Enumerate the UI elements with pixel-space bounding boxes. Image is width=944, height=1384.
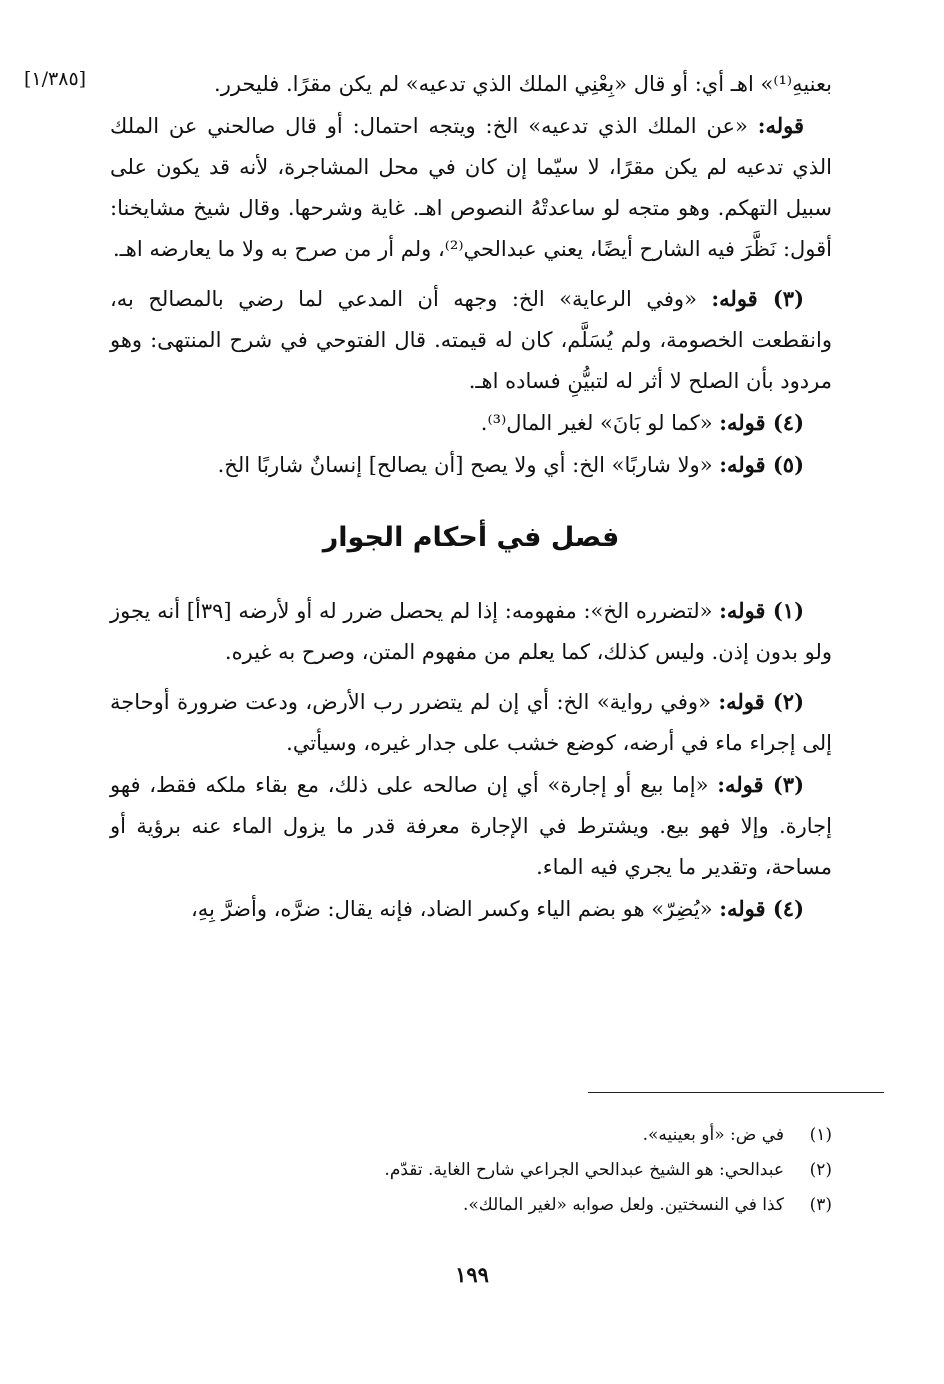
footnote-item	[112, 1118, 832, 1153]
keyword-qawluhu: قوله:	[719, 452, 773, 477]
footnote-item	[112, 1153, 832, 1188]
item-number: (٣)	[772, 286, 804, 311]
paragraph-text: «لتضرره الخ»: مفهومه: إذا لم يحصل ضرر له أو لأرضه [٣٩أ] أنه يجوز ولو بدون إذن. وليس كذلك، كما يعلم من مفهوم المتن، وصرح به غيره.	[110, 599, 832, 664]
footnote-number: (١)	[809, 1125, 832, 1145]
keyword-qawluhu: قوله:	[719, 598, 773, 623]
paragraph-text: «عن الملك الذي تدعيه» الخ: ويتجه احتمال: أو قال صالحني عن الملك الذي تدعيه لم يكن مقرًا، لا سيّما إن كان في محل المشاجرة، لأنه قد يكون على سبيل التهكم. وهو متجه لو ساعدتْهُ النصوص اهـ. غاية وشرحها. وقال شيخ مشايخنا: أقول: نَظَّرَ فيه الشارح أيضًا، يعني عبدالحي⁽²⁾، ولم أر من صرح به ولا ما يعارضه اهـ.	[110, 114, 832, 261]
item-number: (٣)	[772, 772, 805, 797]
paragraph-section-item-2	[110, 681, 832, 764]
item-number: (١)	[772, 598, 804, 623]
keyword-qawluhu: قوله:	[718, 689, 773, 714]
paragraph-text: «وفي رواية» الخ: أي إن لم يتضرر رب الأرض، ودعت ضرورة أوحاجة إلى إجراء ماء في أرضه، كوضع خشب على جدار غيره، وسيأتي.	[110, 690, 832, 755]
margin-reference: [١/٣٨٥]	[24, 68, 87, 90]
page-number: ١٩٩	[455, 1262, 489, 1287]
footnotes	[112, 1118, 832, 1223]
item-number: (٤)	[772, 896, 804, 921]
paragraph-section-item-4	[110, 888, 832, 930]
item-number: (٥)	[772, 452, 804, 477]
paragraph-text: «إما بيع أو إجارة» أي إن صالحه على ذلك، مع بقاء ملكه فقط، فهو إجارة. وإلا فهو بيع. ويشترط في الإجارة معرفة قدر ما يزول الماء عنه برؤية أو مساحة، وتقدير ما يجري فيه الماء.	[110, 773, 832, 879]
footnote-number: (٢)	[809, 1160, 832, 1180]
paragraph-text: «يُضِرّ» هو بضم الياء وكسر الضاد، فإنه يقال: ضرَّه، وأضرَّ بِهِ،	[191, 897, 720, 921]
footnote-text: عبدالحي: هو الشيخ عبدالحي الجراعي شارح الغاية. تقدّم.	[384, 1160, 784, 1180]
keyword-qawluhu: قوله:	[719, 410, 773, 435]
item-number: (٤)	[772, 410, 804, 435]
keyword-qawluhu: قوله:	[717, 772, 773, 797]
footnote-item	[112, 1188, 832, 1223]
paragraph-item-5	[110, 444, 832, 486]
paragraph-section-item-1	[110, 590, 832, 673]
main-text	[110, 64, 832, 930]
keyword-qawluhu: قوله:	[757, 113, 804, 138]
footnote-separator	[588, 1092, 884, 1093]
paragraph-item-3	[110, 278, 832, 402]
footnote-number: (٣)	[809, 1195, 832, 1215]
paragraph-text: «وفي الرعاية» الخ: وجهه أن المدعي لما رضي بالمصالح به، وانقطعت الخصومة، ولم يُسَلَّم، كان له قيمته. قال الفتوحي في شرح المنتهى: وهو مردود بأن الصلح لا أثر له لتبيُّنِ فساده اهـ.	[110, 287, 832, 393]
section-title: فصل في أحكام الجوار	[322, 522, 620, 553]
footnote-text: في ض: «أو بعينيه».	[642, 1125, 784, 1145]
keyword-qawluhu: قوله:	[711, 286, 773, 311]
paragraph-text: «ولا شاربًا» الخ: أي ولا يصح [أن يصالح] إنسانٌ شاربًا الخ.	[217, 453, 720, 477]
paragraph-section-item-3	[110, 764, 832, 888]
item-number: (٢)	[772, 689, 805, 714]
paragraph-text: «كما لو بَانَ» لغير المال⁽³⁾.	[480, 411, 720, 435]
paragraph-item-4	[110, 402, 832, 444]
paragraph-continuation: بعنيهِ⁽¹⁾» اهـ أي: أو قال «بِعْنِي الملك الذي تدعيه» لم يكن مقرًا. فليحرر.	[214, 72, 832, 96]
keyword-qawluhu: قوله:	[719, 896, 773, 921]
paragraph-qawluhu-1	[110, 105, 832, 270]
footnote-text: كذا في النسختين. ولعل صوابه «لغير المالك».	[463, 1195, 784, 1215]
